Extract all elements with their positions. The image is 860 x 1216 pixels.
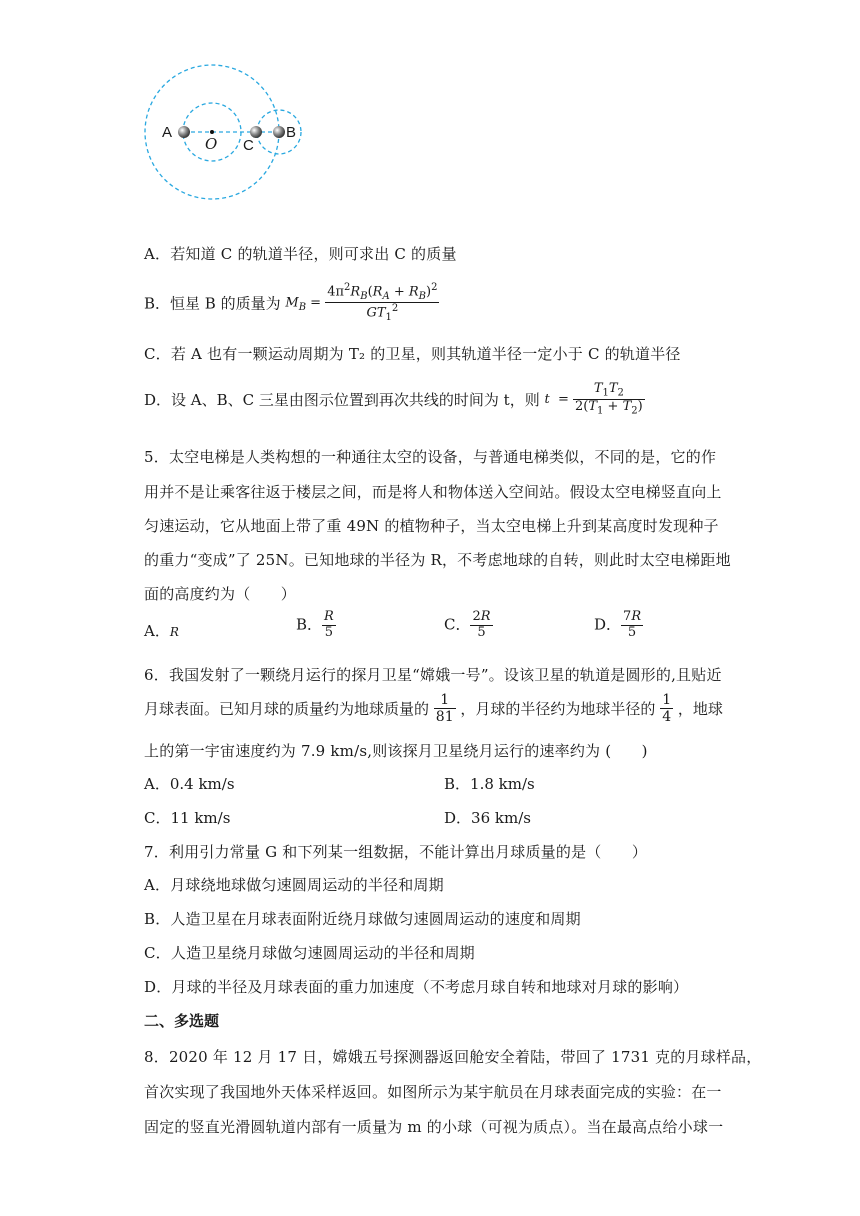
q6-option-d: D．36 km/s <box>444 809 531 827</box>
q6-line-2c: ，地球 <box>677 700 723 719</box>
q6-option-b: B．1.8 km/s <box>444 775 535 793</box>
q5-option-d: D． $\frac{7R}{5}$ <box>594 609 642 640</box>
q8-line-3: 固定的竖直光滑圆轨道内部有一质量为 m 的小球（可视为质点）。当在最高点给小球一 <box>144 1118 724 1136</box>
q4-option-d-formula: t = $\frac{T_1T_2}{2(T_1 + T_2)}$ <box>544 381 643 417</box>
label-a: A <box>162 124 173 141</box>
label-o: O <box>205 135 218 153</box>
q6-line-2 <box>144 692 723 725</box>
q4-option-b <box>144 282 439 324</box>
q6-option-c: C．11 km/s <box>144 809 231 827</box>
q6-line-2b: ，月球的半径约为地球半径的 <box>460 700 656 719</box>
q6-line-2a: 月球表面。已知月球的质量约为地球质量的 <box>144 700 430 719</box>
star-a <box>178 126 190 138</box>
q6-line-1: 6．我国发射了一颗绕月运行的探月卫星“嫦娥一号”。设该卫星的轨道是圆形的,且贴近 <box>144 666 722 684</box>
q5-line-1: 5．太空电梯是人类构想的一种通往太空的设备，与普通电梯类似，不同的是，它的作 <box>144 448 717 466</box>
q8-line-2: 首次实现了我国地外天体采样返回。如图所示为某宇航员在月球表面完成的实验：在一 <box>144 1083 722 1101</box>
q4-option-c: C．若 A 也有一颗运动周期为 T₂ 的卫星，则其轨道半径一定小于 C 的轨道半径 <box>144 345 681 363</box>
q5-line-2: 用并不是让乘客往返于楼层之间，而是将人和物体送入空间站。假设太空电梯竖直向上 <box>144 483 722 501</box>
q6-option-a: A．0.4 km/s <box>144 775 235 793</box>
q6-line-3: 上的第一宇宙速度约为 7.9 km/s,则该探月卫星绕月运行的速率约为 ( ) <box>144 742 648 760</box>
q5-line-4: 的重力“变成”了 25N。已知地球的半径为 R，不考虑地球的自转，则此时太空电梯距地 <box>144 551 731 569</box>
q6-fraction-2: $\frac{1}{4}$ <box>662 692 672 726</box>
q7-stem: 7．利用引力常量 G 和下列某一组数据，不能计算出月球质量的是（ ） <box>144 843 648 861</box>
label-b: B <box>286 124 297 141</box>
q4-option-d-prefix: D．设 A、B、C 三星由图示位置到再次共线的时间为 t，则 <box>144 391 540 410</box>
center-o <box>210 130 214 134</box>
q5-line-5: 面的高度约为（ ） <box>144 585 297 603</box>
section-title: 二、多选题 <box>144 1012 220 1030</box>
q6-fraction-1: $\frac{1}{81}$ <box>435 692 454 726</box>
q5-option-a: A．R <box>144 622 179 640</box>
q7-option-a: A．月球绕地球做匀速圆周运动的半径和周期 <box>144 876 444 894</box>
q7-option-d: D．月球的半径及月球表面的重力加速度（不考虑月球自转和地球对月球的影响） <box>144 978 689 996</box>
q8-line-1: 8．2020 年 12 月 17 日，嫦娥五号探测器返回舱安全着陆，带回了 1731 克的月球样品， <box>144 1048 762 1066</box>
star-b <box>273 126 285 138</box>
q5-option-c: C． $\frac{2R}{5}$ <box>444 609 491 640</box>
q4-option-b-prefix: B．恒星 B 的质量为 <box>144 294 281 313</box>
q4-option-a: A．若知道 C 的轨道半径，则可求出 C 的质量 <box>144 245 457 263</box>
q4-option-b-formula: $M_B$ = $\frac{4\pi^2R_B(R_A + R_B)^2}{GT_1^2}$ <box>285 282 438 324</box>
q7-option-c: C．人造卫星绕月球做匀速圆周运动的半径和周期 <box>144 944 475 962</box>
label-c: C <box>243 137 254 154</box>
q7-option-b: B．人造卫星在月球表面附近绕月球做匀速圆周运动的速度和周期 <box>144 910 581 928</box>
q4-option-d <box>144 382 645 417</box>
q5-option-b: B． $\frac{R}{5}$ <box>296 609 334 640</box>
q5-line-3: 匀速运动，它从地面上带了重 49N 的植物种子，当太空电梯上升到某高度时发现种子 <box>144 517 719 535</box>
